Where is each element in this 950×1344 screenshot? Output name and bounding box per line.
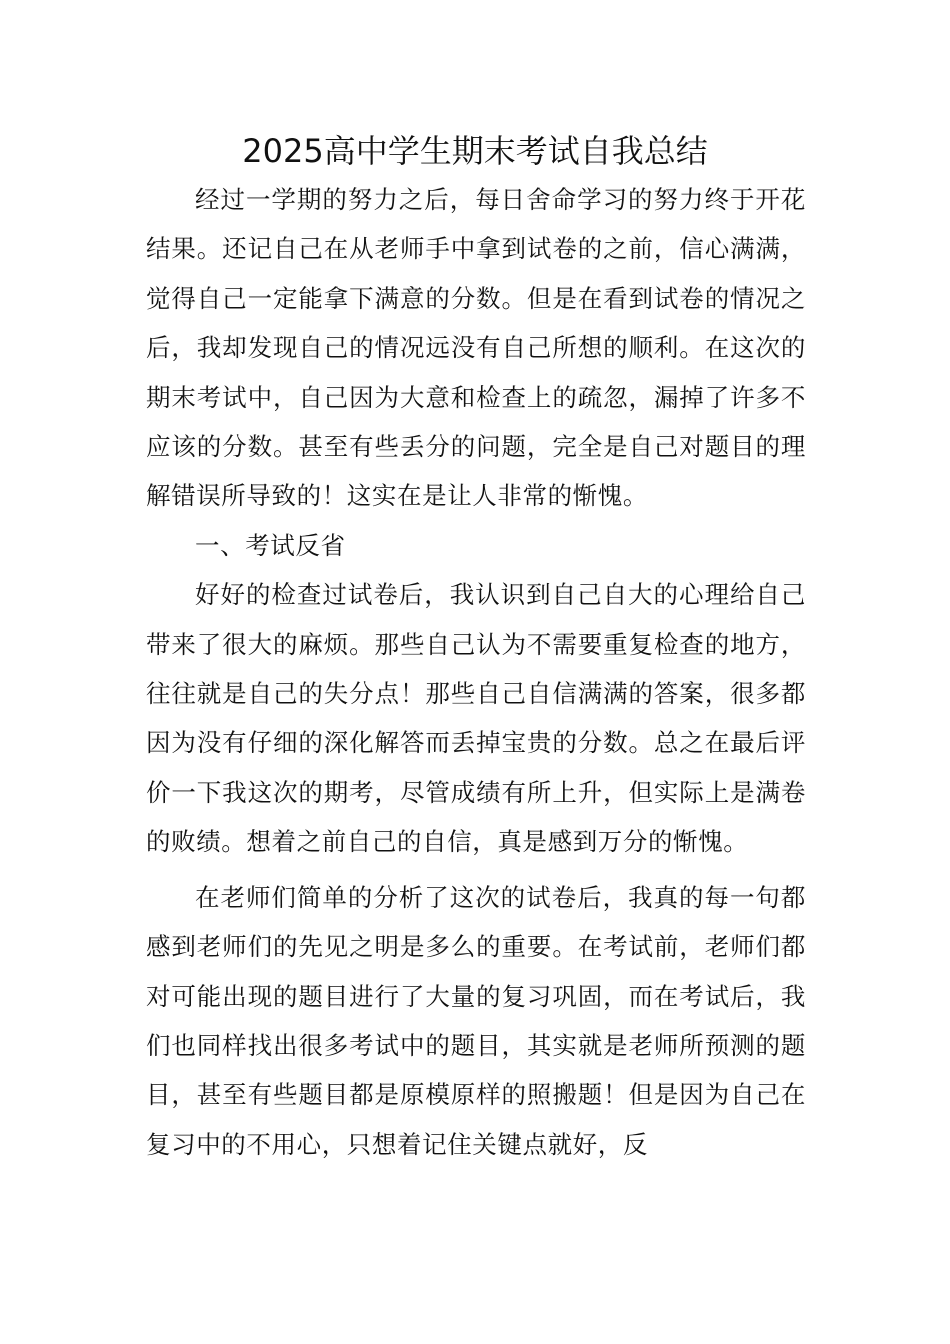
paragraph-teacher-analysis: 在老师们简单的分析了这次的试卷后，我真的每一句都感到老师们的先见之明是多么的重要。在考试前，老师们都对可能出现的题目进行了大量的复习巩固，而在考试后，我们也同样找出很多考试中的题目，其实就是老师所预测的题目，甚至有些题目都是原模原样的照搬题！但是因为自己在复习中的不用心，只想着记住关键点就好，反 [146, 882, 806, 1159]
paragraph-intro: 经过一学期的努力之后，每日舍命学习的努力终于开花结果。还记自己在从老师手中拿到试卷的之前，信心满满，觉得自己一定能拿下满意的分数。但是在看到试卷的情况之后，我却发现自己的情况远没有自己所想的顺利。在这次的期末考试中，自己因为大意和检查上的疏忽，漏掉了许多不应该的分数。甚至有些丢分的问题，完全是自己对题目的理解错误所导致的！这实在是让人非常的惭愧。 [146, 185, 806, 511]
paragraph-reflection: 好好的检查过试卷后，我认识到自己自大的心理给自己带来了很大的麻烦。那些自己认为不需要重复检查的地方，往往就是自己的失分点！那些自己自信满满的答案，很多都因为没有仔细的深化解答而丢掉宝贵的分数。总之在最后评价一下我这次的期考，尽管成绩有所上升，但实际上是满卷的败绩。想着之前自己的自信，真是感到万分的惭愧。 [146, 580, 806, 857]
document-body [146, 175, 806, 1169]
document-title: 2025高中学生期末考试自我总结 [242, 132, 708, 170]
section-heading-exam-reflection: 一、考试反省 [195, 530, 346, 560]
